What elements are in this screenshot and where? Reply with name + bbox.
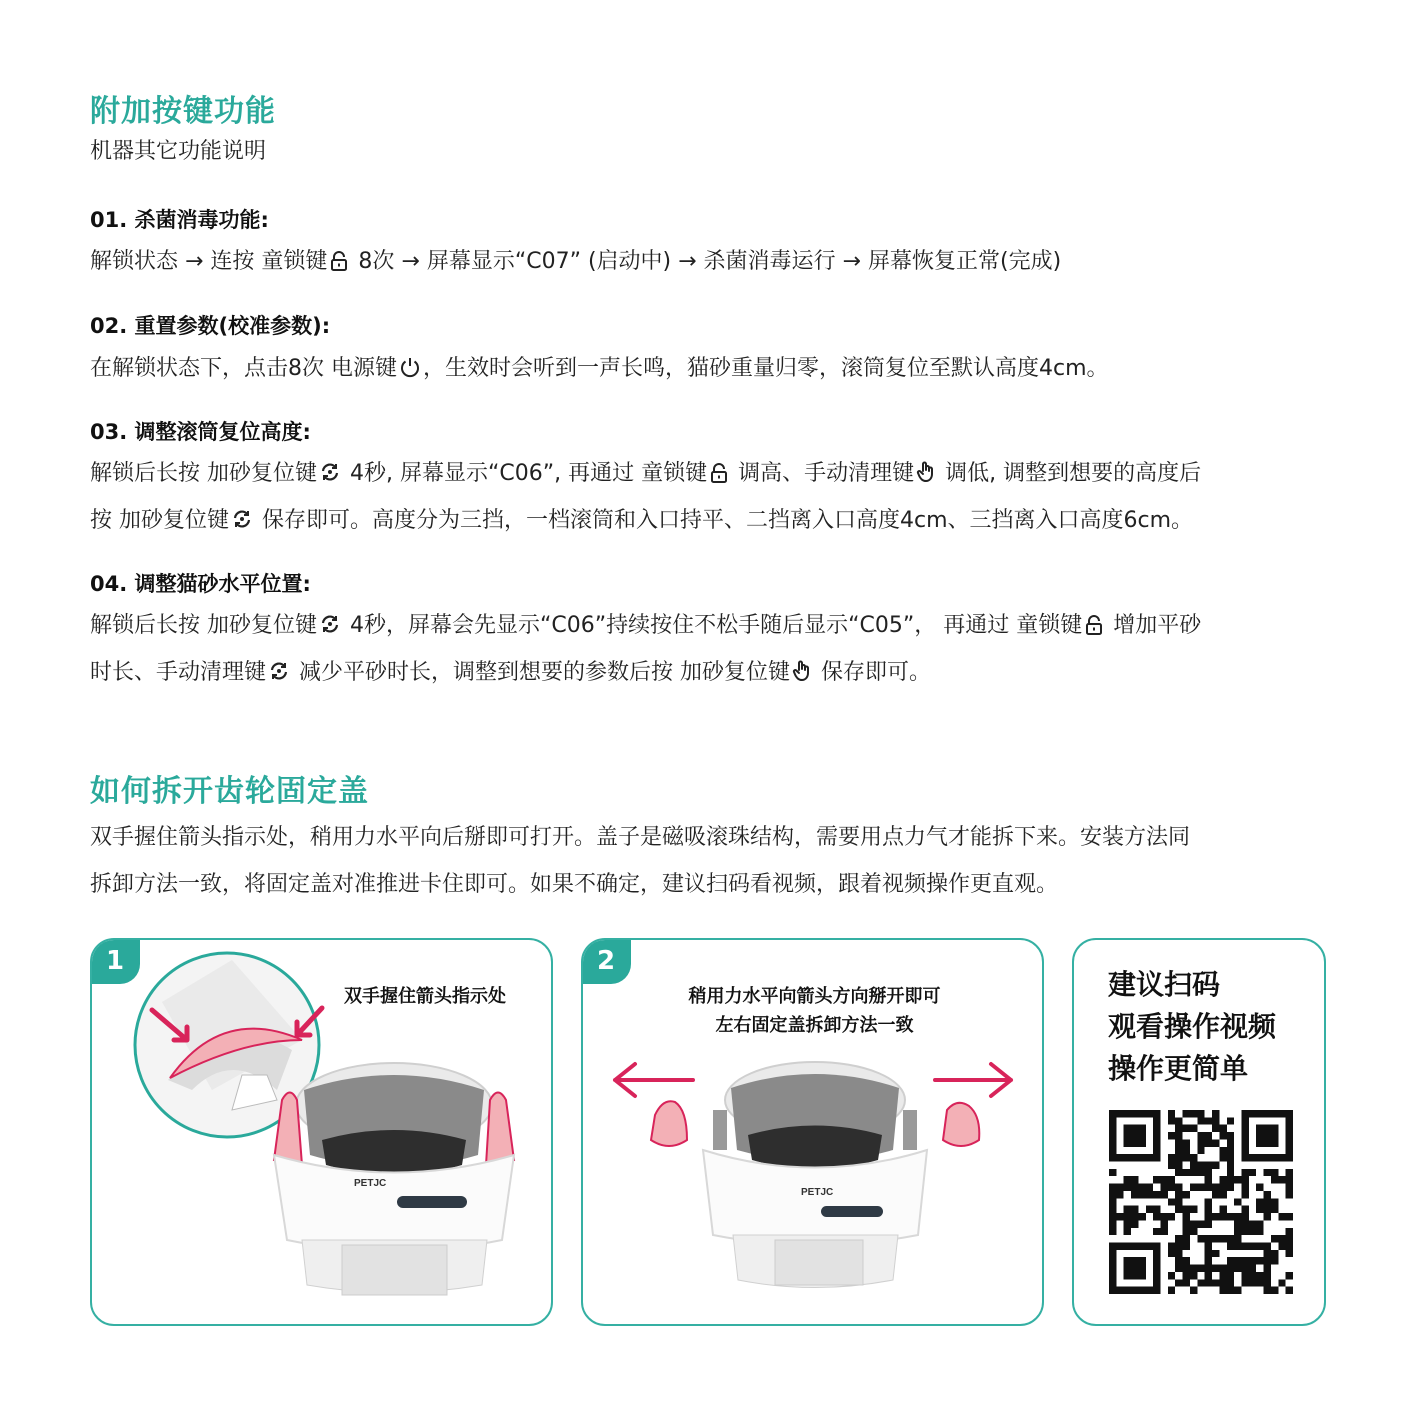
qr-card	[1072, 938, 1326, 1326]
hand-icon	[916, 461, 936, 483]
item4-text-line1: 解锁后长按 加砂复位键 4秒，屏幕会先显示“C06”持续按住不松手随后显示“C05”， 再通过 童锁键 增加平砂	[90, 613, 1202, 638]
step1-card	[90, 938, 553, 1326]
brand-label: PETJC	[801, 1187, 834, 1198]
item3-heading: 03. 调整滚筒复位高度:	[90, 420, 311, 444]
brand-label: PETJC	[354, 1178, 387, 1189]
refresh-icon	[319, 613, 341, 635]
step2-caption	[583, 982, 1044, 1040]
item4-heading: 04. 调整猫砂水平位置:	[90, 572, 311, 596]
power-icon	[399, 356, 421, 378]
arrow-right-icon	[935, 1064, 1011, 1096]
section2-para-line1: 双手握住箭头指示处，稍用力水平向后掰即可打开。盖子是磁吸滚珠结构，需要用点力气才能拆下来。安装方法同	[90, 825, 1191, 850]
arrow-left-icon	[615, 1064, 693, 1096]
lock-icon	[1084, 615, 1104, 635]
qr-title-line1: 建议扫码	[1108, 968, 1221, 1001]
qr-title-line2: 观看操作视频	[1108, 1010, 1277, 1043]
step2-card	[581, 938, 1044, 1326]
qr-code[interactable]	[1109, 1110, 1293, 1294]
section2-title: 如何拆开齿轮固定盖	[90, 774, 369, 809]
item1-text: 解锁状态 → 连按 童锁键 8次 → 屏幕显示“C07” (启动中) → 杀菌消毒运行 → 屏幕恢复正常(完成)	[90, 249, 1062, 274]
refresh-icon	[268, 660, 290, 682]
refresh-icon	[231, 508, 253, 530]
section1-title: 附加按键功能	[90, 94, 276, 129]
item1-heading: 01. 杀菌消毒功能:	[90, 208, 269, 232]
lock-icon	[329, 251, 349, 271]
step-number-badge: 2	[581, 938, 631, 984]
lock-icon	[709, 463, 729, 483]
section2-para-line2: 拆卸方法一致，将固定盖对准推进卡住即可。如果不确定，建议扫码看视频，跟着视频操作更直观。	[90, 872, 1059, 897]
step1-caption: 双手握住箭头指示处	[344, 986, 506, 1007]
item2-heading: 02. 重置参数(校准参数):	[90, 314, 331, 338]
item2-text: 在解锁状态下，点击8次 电源键 ，生效时会听到一声长鸣，猫砂重量归零，滚筒复位至默认高度4cm。	[90, 356, 1109, 381]
item3-text-line2: 按 加砂复位键 保存即可。高度分为三挡，一档滚筒和入口持平、二挡离入口高度4cm、三挡离入口高度6cm。	[90, 508, 1194, 533]
qr-title-line3: 操作更简单	[1108, 1052, 1249, 1085]
step2-caption-line1: 稍用力水平向箭头方向掰开即可	[688, 986, 941, 1007]
refresh-icon	[319, 461, 341, 483]
step-number-badge: 1	[90, 938, 140, 984]
step2-caption-line2: 左右固定盖拆卸方法一致	[715, 1015, 914, 1036]
qr-title	[1108, 964, 1276, 1090]
section1-subtitle: 机器其它功能说明	[90, 139, 267, 164]
item4-text-line2: 时长、手动清理键 减少平砂时长，调整到想要的参数后按 加砂复位键 保存即可。	[90, 660, 932, 685]
hand-icon	[792, 660, 812, 682]
item3-text-line1: 解锁后长按 加砂复位键 4秒, 屏幕显示“C06”, 再通过 童锁键 调高、手动清理键 调低, 调整到想要的高度后	[90, 461, 1202, 486]
